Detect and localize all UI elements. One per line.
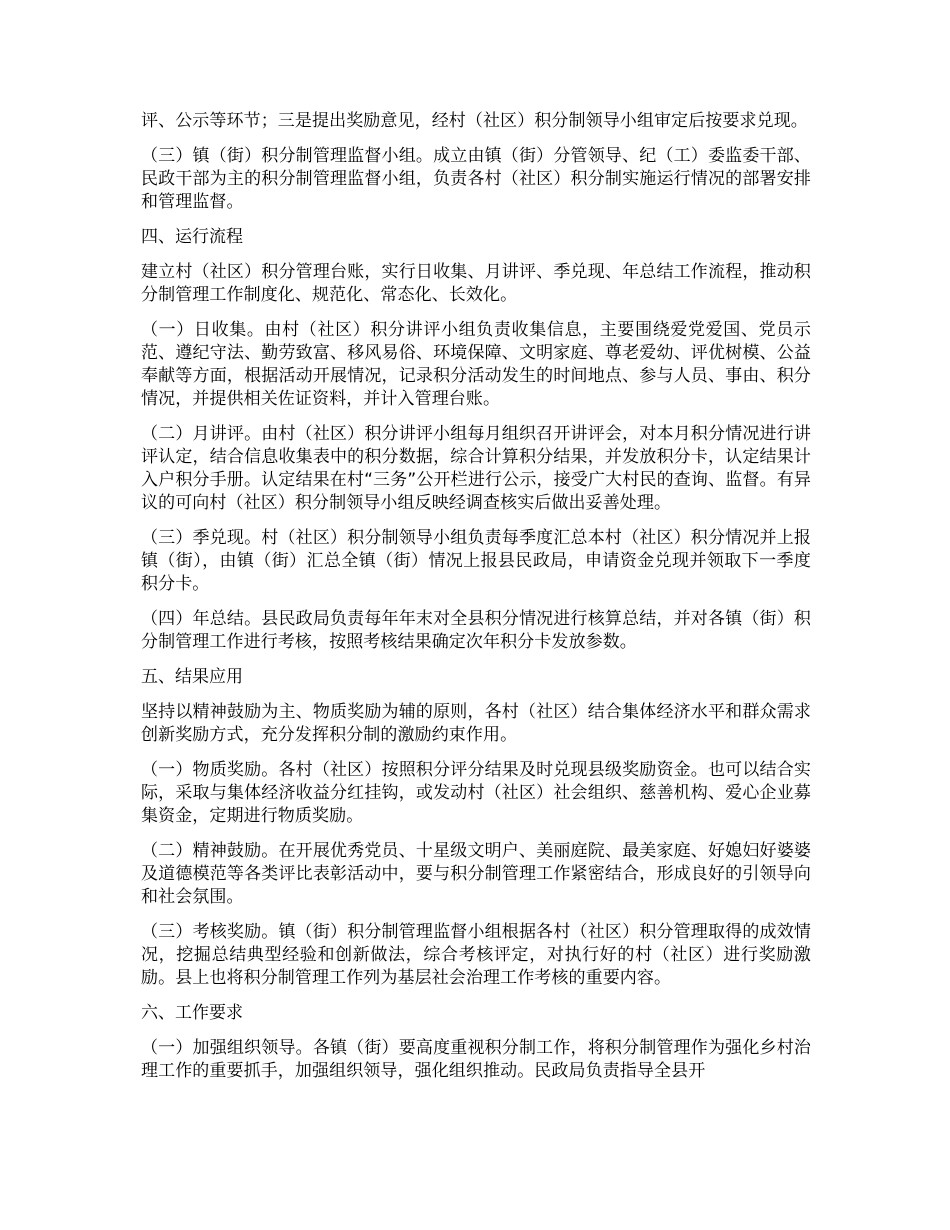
section-heading-operation-flow: 四、运行流程 <box>141 227 243 247</box>
paragraph-ledger: 建立村（社区）积分管理台账，实行日收集、月讲评、季兑现、年总结工作流程，推动积分制管理工作制度化、规范化、常态化、长效化。 <box>141 262 811 305</box>
section-heading-result-application: 五、结果应用 <box>141 667 243 687</box>
document-page <box>141 110 811 1095</box>
paragraph-daily-collection: （一）日收集。由村（社区）积分讲评小组负责收集信息，主要围绕爱党爱国、党员示范、遵纪守法、勤劳致富、移风易俗、环境保障、文明家庭、尊老爱幼、评优树模、公益奉献等方面，根据活动开展情况，记录积分活动发生的时间地点、参与人员、事由、积分情况，并提供相关佐证资料，并计入管理台账。 <box>141 320 811 409</box>
paragraph-reward-process: 评、公示等环节；三是提出奖励意见，经村（社区）积分制领导小组审定后按要求兑现。 <box>141 111 808 131</box>
paragraph-spiritual-encouragement: （二）精神鼓励。在开展优秀党员、十星级文明户、美丽庭院、最美家庭、好媳妇好婆婆及道德模范等各类评比表彰活动中，要与积分制管理工作紧密结合，形成良好的引领导向和社会氛围。 <box>141 841 811 907</box>
paragraph-supervision-group: （三）镇（街）积分制管理监督小组。成立由镇（街）分管领导、纪（工）委监委干部、民政干部为主的积分制管理监督小组，负责各村（社区）积分制实施运行情况的部署安排和管理监督。 <box>141 146 811 212</box>
section-heading-work-requirements: 六、工作要求 <box>141 1003 243 1023</box>
paragraph-quarterly-redeem: （三）季兑现。村（社区）积分制领导小组负责每季度汇总本村（社区）积分情况并上报镇（街），由镇（街）汇总全镇（街）情况上报县民政局，申请资金兑现并领取下一季度积分卡。 <box>141 528 811 594</box>
paragraph-assessment-reward: （三）考核奖励。镇（街）积分制管理监督小组根据各村（社区）积分管理取得的成效情况，挖掘总结典型经验和创新做法，综合考核评定，对执行好的村（社区）进行奖励激励。县上也将积分制管理工作列为基层社会治理工作考核的重要内容。 <box>141 922 811 988</box>
paragraph-incentive-principle: 坚持以精神鼓励为主、物质奖励为辅的原则，各村（社区）结合集体经济水平和群众需求创新奖励方式，充分发挥积分制的激励约束作用。 <box>141 702 811 745</box>
paragraph-material-reward: （一）物质奖励。各村（社区）按照积分评分结果及时兑现县级奖励资金。也可以结合实际，采取与集体经济收益分红挂钩，或发动村（社区）社会组织、慈善机构、爱心企业募集资金，定期进行物质奖励。 <box>141 760 811 826</box>
paragraph-organization-leadership: （一）加强组织领导。各镇（街）要高度重视积分制工作，将积分制管理作为强化乡村治理工作的重要抓手，加强组织领导，强化组织推动。民政局负责指导全县开 <box>141 1038 811 1081</box>
paragraph-annual-summary: （四）年总结。县民政局负责每年年末对全县积分情况进行核算总结，并对各镇（街）积分制管理工作进行考核，按照考核结果确定次年积分卡发放参数。 <box>141 609 811 652</box>
paragraph-monthly-review: （二）月讲评。由村（社区）积分讲评小组每月组织召开讲评会，对本月积分情况进行讲评认定，结合信息收集表中的积分数据，综合计算积分结果，并发放积分卡，认定结果计入户积分手册。认定结果在村“三务”公开栏进行公示，接受广大村民的查询、监督。有异议的可向村（社区）积分制领导小组反映经调查核实后做出妥善处理。 <box>141 424 811 513</box>
